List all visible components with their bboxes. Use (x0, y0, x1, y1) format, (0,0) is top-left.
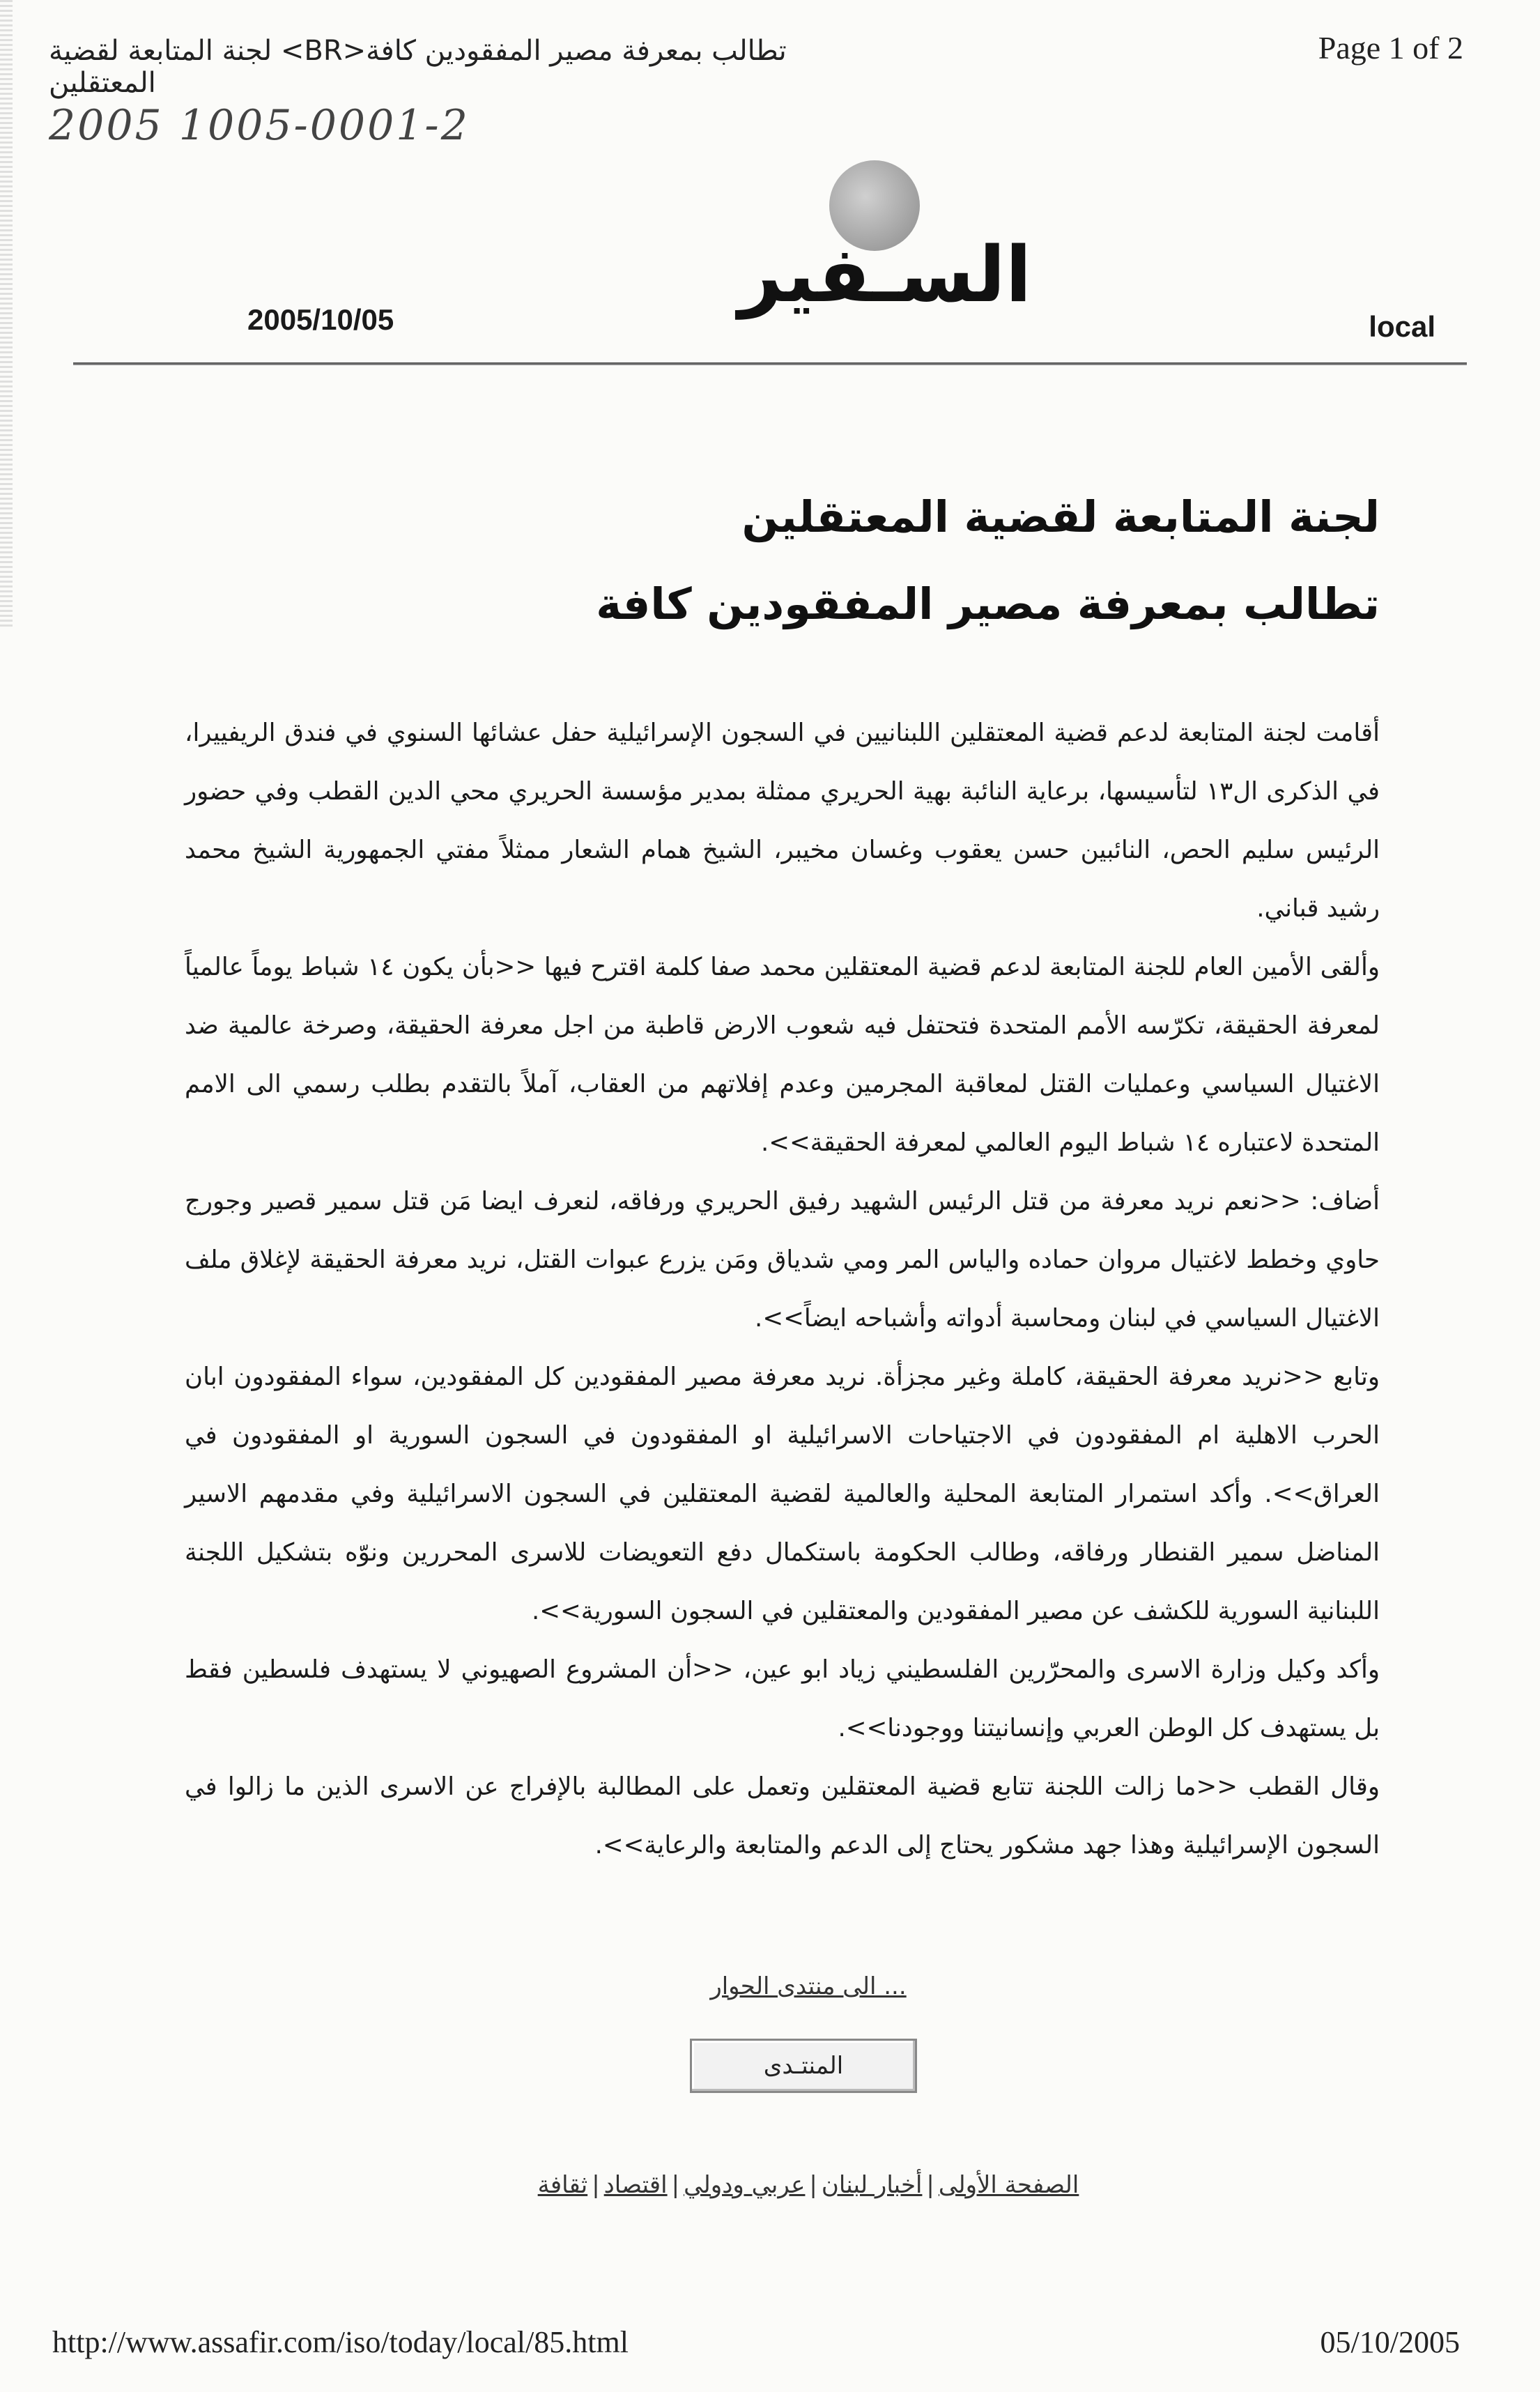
newspaper-logo: السـفير (738, 230, 1032, 319)
bottom-navigation (488, 2171, 1129, 2199)
headline-line-2: تطالب بمعرفة مصير المفقودين كافة (596, 578, 1380, 629)
article-body (185, 704, 1380, 1875)
footer-url: http://www.assafir.com/iso/today/local/85.html (52, 2325, 629, 2359)
forum-button[interactable]: المنتـدى (690, 2039, 917, 2093)
issue-date: 2005/10/05 (247, 303, 394, 336)
nav-front-page[interactable]: الصفحة الأولى (938, 2171, 1079, 2199)
nav-arab-international[interactable]: عربي ودولي (684, 2171, 806, 2199)
nav-lebanon-news[interactable]: أخبار لبنان (821, 2171, 923, 2199)
article-paragraph: وتابع <<نريد معرفة الحقيقة، كاملة وغير مجزأة. نريد معرفة مصير المفقودين كل المفقودين، سواء المفقودون ابان الحرب الاهلية ام المفقودون في الاجتياحات الاسرائيلية او المفقودون في السجون السورية او المفقودون في العراق>>. وأكد استمرار المتابعة المحلية والعالمية لقضية المعتقلين في السجون الاسرائيلية وفي مقدمهم الاسير المناضل سمير القنطار ورفاقه، وطالب الحكومة باستكمال دفع التعويضات للاسرى المحررين ونوّه بتشكيل اللجنة اللبنانية السورية للكشف عن مصير المفقودين والمعتقلين في السجون السورية>>. (185, 1363, 1380, 1625)
nav-separator: | (809, 2171, 817, 2199)
forum-link[interactable]: ... الى منتدى الحوار (710, 1972, 907, 2000)
article-paragraph: وأكد وكيل وزارة الاسرى والمحرّرين الفلسطيني زياد ابو عين، <<أن المشروع الصهيوني لا يستهدف فلسطين فقط بل يستهدف كل الوطن العربي وإنسانيتنا ووجودنا>>. (185, 1655, 1380, 1742)
nav-separator: | (592, 2171, 600, 2199)
article-paragraph: وقال القطب <<ما زالت اللجنة تتابع قضية المعتقلين وتعمل على المطالبة بالإفراج عن الاسرى الذين ما زالوا في السجون الإسرائيلية وهذا جهد مشكور يحتاج إلى الدعم والمتابعة والرعاية>>. (185, 1772, 1380, 1860)
page-number: Page 1 of 2 (1318, 30, 1463, 66)
article-paragraph: وألقى الأمين العام للجنة المتابعة لدعم قضية المعتقلين محمد صفا كلمة اقترح فيها <<بأن يكون ١٤ شباط يوماً عالمياً لمعرفة الحقيقة، تكرّسه الأمم المتحدة فتحتفل فيه شعوب الارض قاطبة من اجل معرفة الحقيقة، وصرخة عالمية ضد الاغتيال السياسي وعمليات القتل لمعاقبة المجرمين وعدم إفلاتهم من العقاب، آملاً بالتقدم بطلب رسمي الى الامم المتحدة لاعتباره ١٤ شباط اليوم العالمي لمعرفة الحقيقة>>. (185, 953, 1380, 1157)
headline-line-1: لجنة المتابعة لقضية المعتقلين (741, 491, 1380, 542)
article-paragraph: أضاف: <<نعم نريد معرفة من قتل الرئيس الشهيد رفيق الحريري ورفاقه، لنعرف ايضا مَن قتل سمير قصير وجورج حاوي وخطط لاغتيال مروان حماده والياس المر ومي شدياق ومَن يزرع عبوات القتل، نريد معرفة الحقيقة لإغلاق ملف الاغتيال السياسي في لبنان ومحاسبة أدواته وأشباحه ايضاً>>. (185, 1187, 1380, 1333)
scan-edge-strip (0, 0, 13, 627)
print-header-title: تطالب بمعرفة مصير المفقودين كافة<BR> لجنة المتابعة لقضية المعتقلين (49, 35, 787, 99)
section-label: local (1369, 310, 1435, 343)
footer-date: 05/10/2005 (1320, 2325, 1460, 2359)
article-paragraph: أقامت لجنة المتابعة لدعم قضية المعتقلين اللبنانيين في السجون الإسرائيلية حفل عشائها السنوي في فندق الريفييرا، في الذكرى ال١٣ لتأسيسها، برعاية النائبة بهية الحريري ممثلة بمدير مؤسسة الحريري محي الدين القطب وفي حضور الرئيس سليم الحص، النائبين حسن يعقوب وغسان مخيبر، الشيخ همام الشعار ممثلاً مفتي الجمهورية الشيخ محمد رشيد قباني. (185, 719, 1380, 923)
nav-culture[interactable]: ثقافة (537, 2171, 588, 2199)
header-divider (73, 362, 1467, 365)
handwritten-reference: 2005 1005-0001-2 (49, 101, 470, 150)
nav-separator: | (671, 2171, 680, 2199)
nav-separator: | (926, 2171, 934, 2199)
nav-economy[interactable]: اقتصاد (603, 2171, 668, 2199)
